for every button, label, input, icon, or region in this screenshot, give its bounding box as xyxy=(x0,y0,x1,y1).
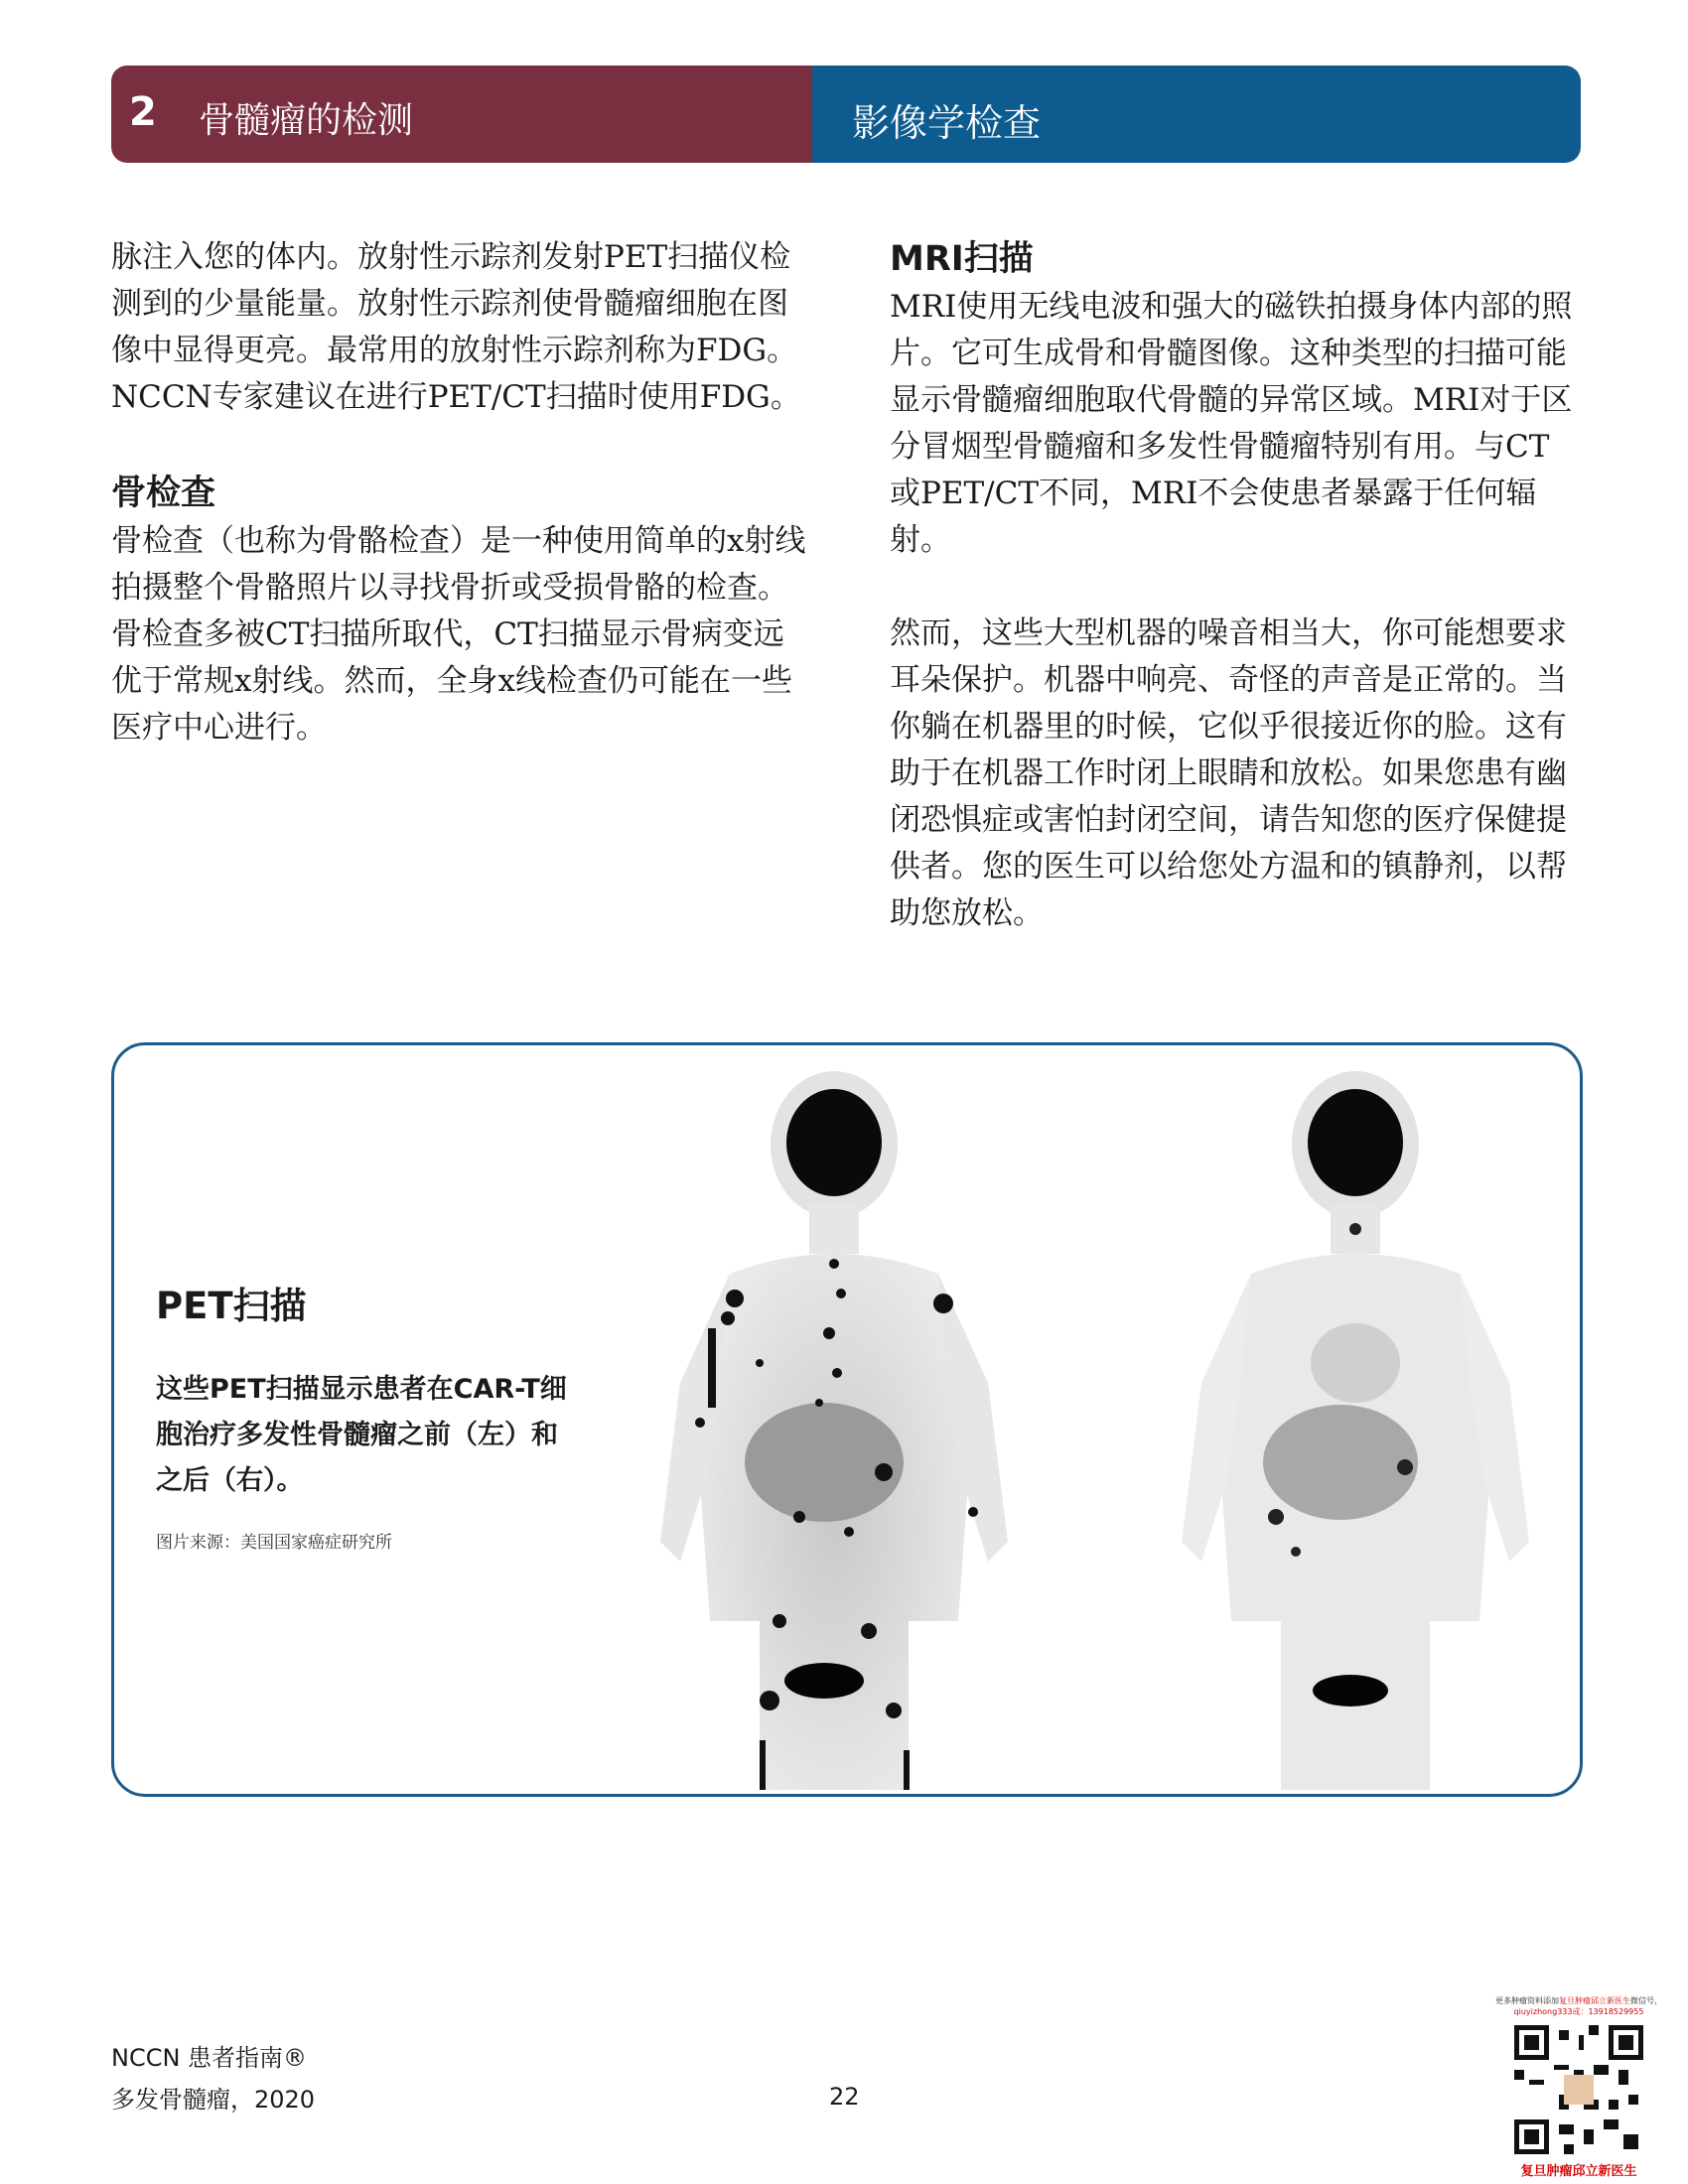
chapter-bar xyxy=(111,66,812,163)
guide-subtitle: 多发骨髓瘤，2020 xyxy=(111,2086,316,2114)
qr-note-contact: qiuyizhong333或：13918529955 xyxy=(1513,2007,1644,2016)
qr-code-icon xyxy=(1514,2025,1643,2154)
figure-caption: 这些PET扫描显示患者在CAR-T细胞治疗多发性骨髓瘤之前（左）和之后（右）。 xyxy=(156,1374,567,1496)
qr-label: 复旦肿瘤邱立新医生 xyxy=(1520,2164,1637,2179)
qr-note-highlight: 复旦肿瘤邱立新医生 xyxy=(1559,1996,1630,2005)
figure-title: PET扫描 xyxy=(156,1285,307,1327)
page-header xyxy=(111,66,1581,163)
pet-scan-before-image xyxy=(611,1065,1048,1790)
section-title: 影像学检查 xyxy=(852,101,1042,145)
bone-survey-paragraph: 骨检查（也称为骨骼检查）是一种使用简单的x射线拍摄整个骨骼照片以寻找骨折或受损骨骼的检查。骨检查多被CT扫描所取代，CT扫描显示骨病变远优于常规x射线。然而，全身x线检查仍可能在一些医疗中心进行。 xyxy=(111,523,806,746)
qr-note-suffix: 微信号， xyxy=(1630,1996,1662,2005)
figure-credit: 图片来源：美国国家癌症研究所 xyxy=(156,1533,392,1553)
qr-note-prefix: 更多肿瘤资料添加 xyxy=(1495,1996,1559,2005)
page-number: 22 xyxy=(829,2083,860,2111)
chapter-number: 2 xyxy=(129,89,157,135)
mri-heading: MRI扫描 xyxy=(890,239,1034,279)
pet-paragraph: 脉注入您的体内。放射性示踪剂发射PET扫描仪检测到的少量能量。放射性示踪剂使骨髓瘤细胞在图像中显得更亮。最常用的放射性示踪剂称为FDG。NCCN专家建议在进行PET/CT扫描时使用FDG。 xyxy=(111,239,801,415)
left-column xyxy=(111,234,811,751)
mri-paragraph-1: MRI使用无线电波和强大的磁铁拍摄身体内部的照片。它可生成骨和骨髓图像。这种类型的扫描可能显示骨髓瘤细胞取代骨髓的异常区域。MRI对于区分冒烟型骨髓瘤和多发性骨髓瘤特别有用。与CT或PET/CT不同，MRI不会使患者暴露于任何辐射。 xyxy=(890,289,1573,558)
qr-note xyxy=(1479,1995,1678,2017)
pet-scan-after-image xyxy=(1137,1065,1574,1790)
chapter-title: 骨髓瘤的检测 xyxy=(199,100,414,141)
section-bar xyxy=(812,66,1581,163)
mri-paragraph-2: 然而，这些大型机器的噪音相当大，你可能想要求耳朵保护。机器中响亮、奇怪的声音是正常的。当你躺在机器里的时候，它似乎很接近你的脸。这有助于在机器工作时闭上眼睛和放松。如果您患有幽闭恐惧症或害怕封闭空间，请告知您的医疗保健提供者。您的医生可以给您处方温和的镇静剂，以帮助您放松。 xyxy=(890,615,1567,931)
guide-name: NCCN 患者指南® xyxy=(111,2044,308,2072)
footer xyxy=(111,2037,315,2120)
right-column xyxy=(890,234,1575,937)
pet-figure-box xyxy=(111,1042,1583,1797)
bone-survey-heading: 骨检查 xyxy=(111,474,216,513)
